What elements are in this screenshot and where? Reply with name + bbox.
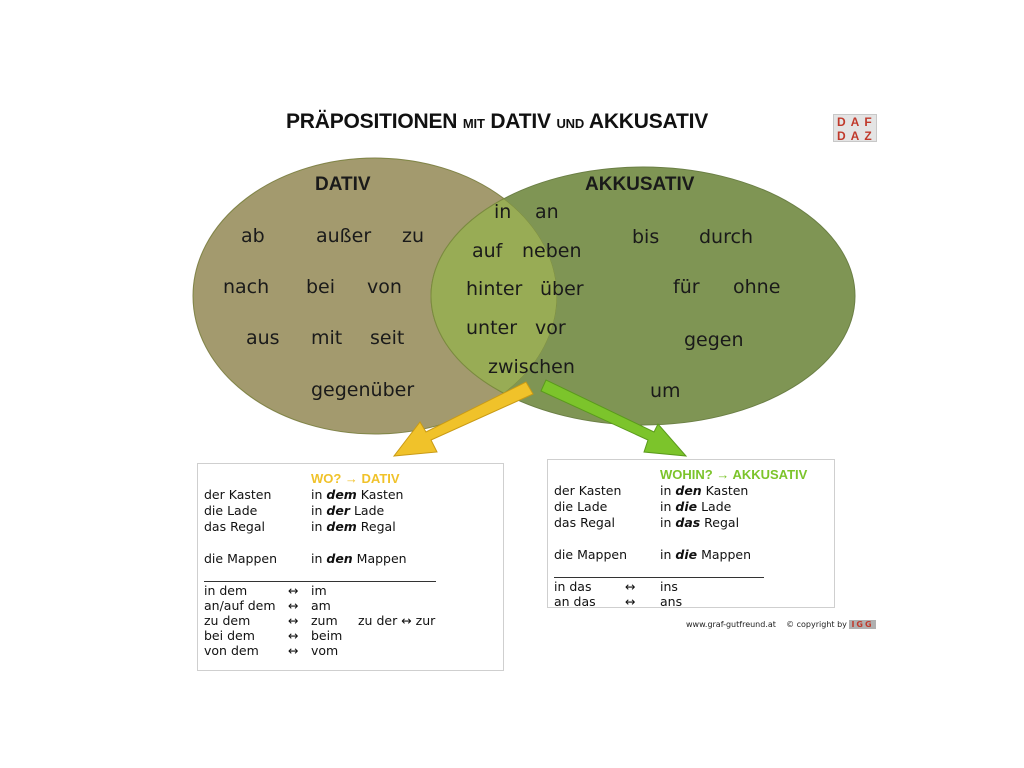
both-word: neben [522,240,582,262]
dativ-word: bei [306,276,336,298]
title-word: UND [556,116,585,131]
copyright-credit [686,620,876,629]
website-link[interactable]: www.graf-gutfreund.at [686,620,776,629]
akkusativ-box-heading: WOHIN? → AKKUSATIV [660,467,808,482]
both-word: hinter [466,278,523,300]
example-noun: das Regal [554,515,615,530]
title-word: PRÄPOSITIONEN [286,110,458,133]
contraction-full: an/auf dem [204,598,276,613]
dativ-word: ab [241,225,265,247]
both-word: über [540,278,584,300]
example-noun: die Mappen [204,551,277,566]
contraction-arrow: ↔ [288,583,299,598]
logo-row: DAZ [837,129,877,143]
contraction-extra: zu der ↔ zur [358,613,436,628]
example-phrase: in dem Regal [311,519,396,534]
example-noun: die Mappen [554,547,627,562]
example-phrase: in das Regal [660,515,740,530]
dativ-word: außer [316,225,372,247]
contraction-short: am [311,598,331,613]
contraction-short: ins [660,579,678,594]
dativ-word: von [367,276,402,298]
divider [204,581,436,582]
example-phrase: in die Lade [660,499,732,514]
example-phrase: in den Mappen [311,551,407,566]
akkusativ-example-box [547,459,835,608]
contraction-arrow: ↔ [288,598,299,613]
contraction-arrow: ↔ [625,579,636,594]
dativ-word: zu [402,225,425,247]
contraction-arrow: ↔ [288,628,299,643]
both-word: vor [535,317,566,339]
dativ-word: nach [223,276,270,298]
dativ-word: aus [246,327,280,349]
contraction-short: beim [311,628,343,643]
akkusativ-label: AKKUSATIV [585,174,695,195]
akkusativ-word: um [650,380,681,402]
title-word: DATIV [490,110,551,133]
contraction-short: ans [660,594,683,608]
contraction-short: zum [311,613,338,628]
contraction-short: vom [311,643,339,658]
both-word: an [535,201,559,223]
akkusativ-word: bis [632,226,660,248]
dativ-word: seit [370,327,405,349]
title-word: MIT [462,116,485,131]
contraction-full: bei dem [204,628,255,643]
example-phrase: in der Lade [311,503,385,518]
contraction-arrow: ↔ [288,643,299,658]
contraction-full: von dem [204,643,259,658]
contraction-arrow: ↔ [625,594,636,608]
example-noun: das Regal [204,519,265,534]
both-word: in [494,201,512,223]
akkusativ-word: für [673,276,700,298]
dativ-word: gegenüber [311,379,415,401]
contraction-full: an das [554,594,596,608]
both-word: auf [472,240,503,262]
akkusativ-word: gegen [684,329,744,351]
contraction-full: in dem [204,583,248,598]
dativ-label: DATIV [315,174,371,195]
akkusativ-word: ohne [733,276,781,298]
contraction-arrow: ↔ [288,613,299,628]
example-noun: die Lade [204,503,258,518]
example-phrase: in dem Kasten [311,487,404,502]
contraction-full: in das [554,579,592,594]
igg-logo: IGG [851,620,874,629]
akkusativ-word: durch [699,226,753,248]
both-word: unter [466,317,518,339]
contraction-short: im [311,583,327,598]
copyright-text: © copyright by [786,620,847,629]
logo-row: DAF [837,115,877,129]
dativ-word: mit [311,327,343,349]
example-phrase: in den Kasten [660,483,749,498]
dativ-box-heading: WO? → DATIV [311,471,400,486]
example-noun: der Kasten [554,483,622,498]
dativ-example-box [197,463,504,671]
example-noun: der Kasten [204,487,272,502]
title-word: AKKUSATIV [588,110,709,133]
divider [554,577,764,578]
example-noun: die Lade [554,499,608,514]
contraction-full: zu dem [204,613,251,628]
example-phrase: in die Mappen [660,547,751,562]
both-word: zwischen [488,356,575,378]
